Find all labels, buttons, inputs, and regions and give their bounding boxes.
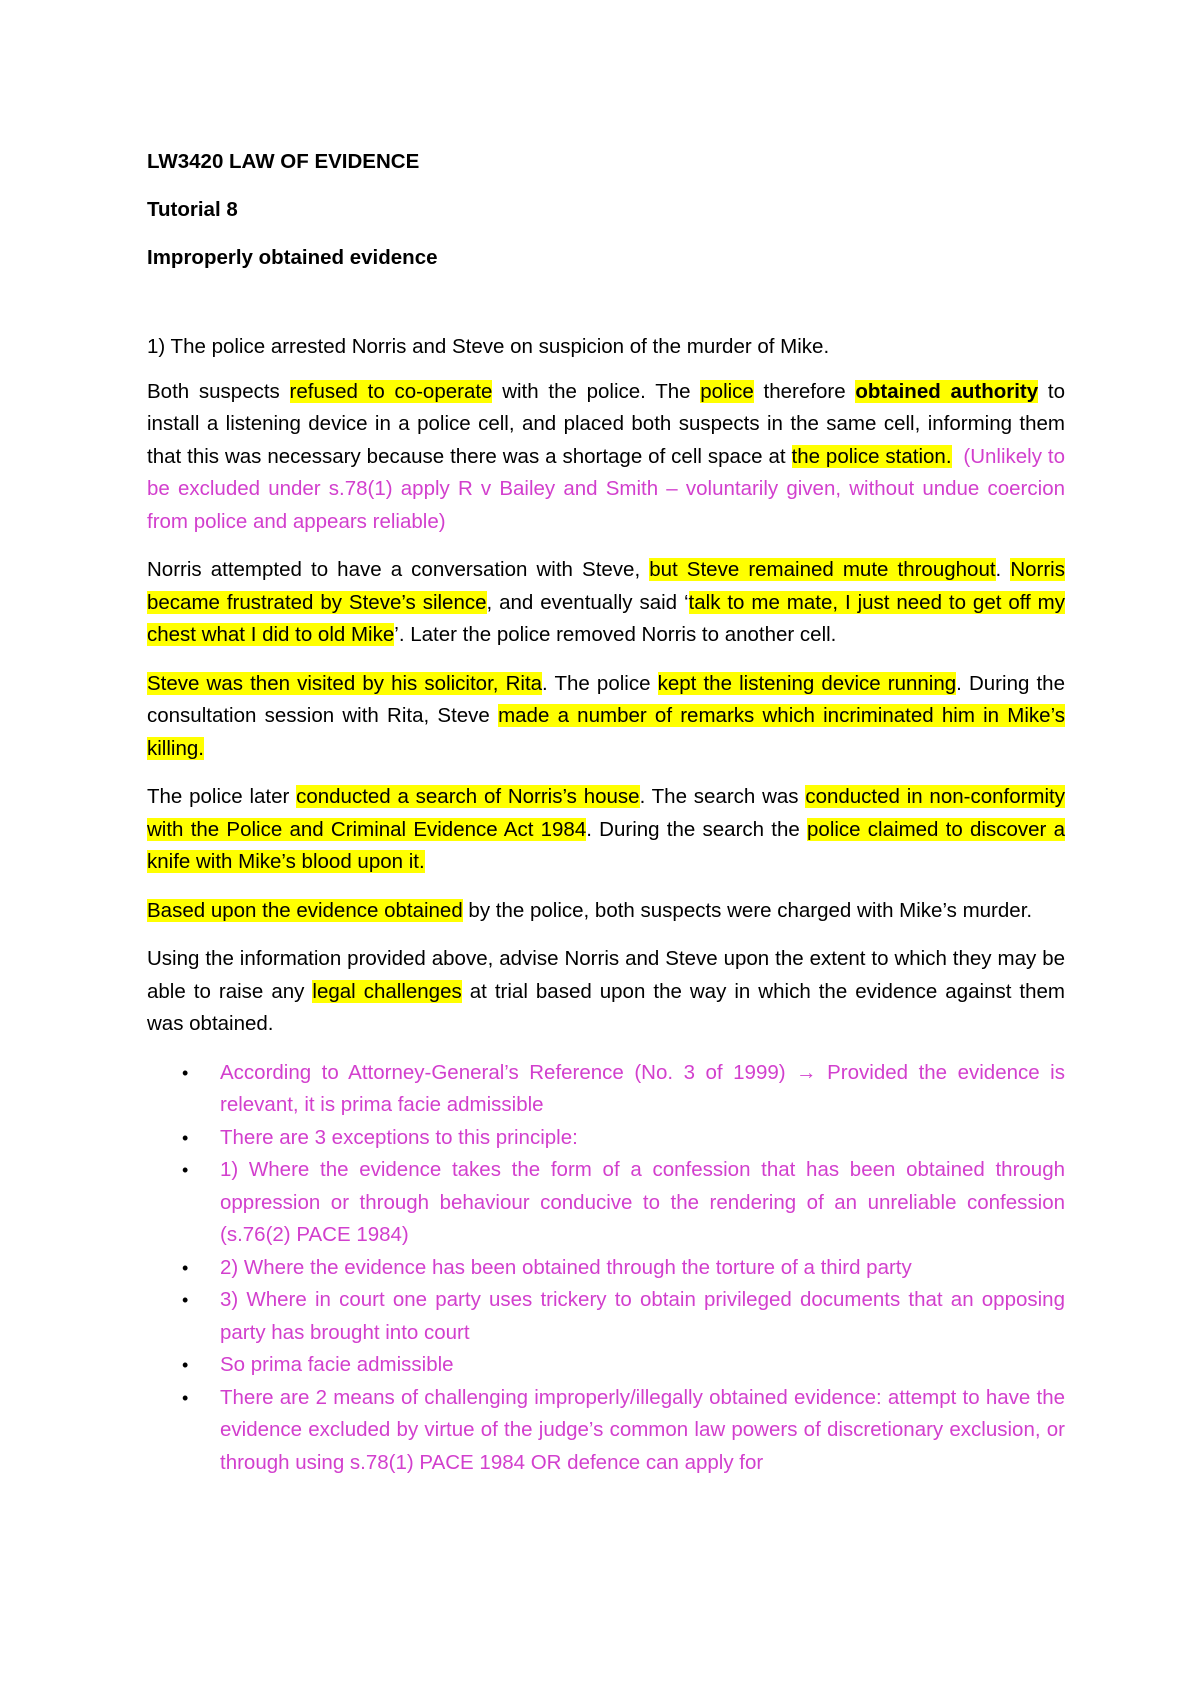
list-item — [147, 1057, 1065, 1122]
text-run: . During the search the — [586, 817, 808, 841]
list-item — [147, 1154, 1065, 1252]
text-run: ’. Later the police removed Norris to another cell. — [394, 623, 837, 646]
bullet-icon: • — [182, 1355, 189, 1375]
text-run: Both suspects — [147, 379, 290, 403]
bullet-icon: • — [182, 1160, 189, 1180]
document-body — [147, 146, 1065, 1479]
highlighted-text: conducted in non-conformity with the Police and Criminal Evidence Act 1984 — [147, 785, 1066, 841]
text-run: by the police, both suspects were charged with Mike’s murder. — [462, 898, 1033, 922]
course-title: LW3420 LAW OF EVIDENCE — [147, 150, 420, 173]
highlighted-text: but Steve remained mute throughout — [649, 558, 996, 581]
bullet-icon: • — [182, 1290, 189, 1310]
note-text: 1) Where the evidence takes the form of a confession that has been obtained through oppression or through behaviour conducive to the rendering of an unreliable confession (s.76(2) PACE 1984) — [220, 1158, 1065, 1246]
highlighted-text: refused to co-operate — [289, 379, 493, 403]
text-run: Norris attempted to have a conversation with Steve, — [147, 558, 650, 581]
highlighted-text: kept the listening device running — [657, 671, 957, 695]
list-item — [147, 1349, 1065, 1382]
question-paragraph-4 — [147, 781, 1065, 879]
list-item — [147, 1252, 1065, 1285]
bullet-icon: • — [182, 1387, 189, 1408]
text-run: at trial based upon the way in which the evidence against them was obtained. — [147, 979, 1065, 1035]
highlighted-text: Norris became frustrated by Steve’s silence — [147, 558, 1065, 614]
bullet-icon: • — [182, 1127, 189, 1148]
highlighted-text: Based upon the evidence obtained — [147, 898, 463, 922]
text-run: , and eventually said ‘ — [486, 590, 689, 614]
text-run: . — [995, 558, 1011, 581]
text-run: therefore — [753, 379, 856, 403]
tutorial-number: Tutorial 8 — [147, 198, 238, 221]
highlighted-text: talk to me mate, I just need to get off my chest what I did to old Mike — [147, 590, 1065, 646]
note-text: There are 3 exceptions to this principle: — [220, 1125, 578, 1149]
highlighted-text: police — [700, 379, 754, 403]
question-paragraph-1 — [147, 376, 1065, 539]
text-run: to install a listening device in a police cell, and placed both suspects in the same cell, informing them that this was necessary because there was a shortage of cell space at — [147, 379, 1065, 468]
question-paragraph-3 — [147, 668, 1065, 766]
text-run: with the police. The — [492, 379, 701, 403]
list-item — [147, 1382, 1065, 1480]
highlighted-text: obtained authority — [855, 379, 1039, 403]
highlighted-text: the police station. — [791, 444, 952, 468]
text-run: . During the consultation session with Rita, Steve — [147, 671, 1065, 727]
question-intro: 1) The police arrested Norris and Steve on suspicion of the murder of Mike. — [147, 335, 830, 358]
note-text: 3) Where in court one party uses trickery to obtain privileged documents that an opposing party has brought into court — [220, 1288, 1065, 1344]
highlighted-text: legal challenges — [312, 979, 462, 1003]
text-run: The police later — [147, 785, 297, 808]
note-text: There are 2 means of challenging improperly/illegally obtained evidence: attempt to have the evidence excluded by virtue of the judge’s common law powers of discretionary exclusion, or through using s.78(1) PACE 1984 OR defence can apply for — [220, 1385, 1065, 1474]
note-text: According to Attorney-General’s Reference (No. 3 of 1999) → Provided the evidence is relevant, it is prima facie admissible — [220, 1060, 1065, 1116]
list-item — [147, 1122, 1065, 1155]
tutorial-topic: Improperly obtained evidence — [147, 246, 438, 269]
note-text: 2) Where the evidence has been obtained through the torture of a third party — [220, 1255, 912, 1279]
bullet-icon: • — [182, 1257, 189, 1278]
annotation-note: (Unlikely to be excluded under s.78(1) apply R v Bailey and Smith – voluntarily given, without undue coercion from police and appears reliable) — [147, 444, 1066, 533]
note-text: So prima facie admissible — [220, 1353, 454, 1376]
highlighted-text: made a number of remarks which incriminated him in Mike’s killing. — [147, 704, 1066, 760]
list-item — [147, 1284, 1065, 1349]
question-paragraph-6 — [147, 943, 1065, 1041]
text-run: . The police — [542, 671, 658, 695]
highlighted-text: police claimed to discover a knife with Mike’s blood upon it. — [147, 817, 1065, 873]
highlighted-text: conducted a search of Norris’s house — [296, 785, 640, 808]
text-run: Using the information provided above, advise Norris and Steve upon the extent to which they may be able to raise any — [147, 947, 1065, 1003]
answer-notes-list — [147, 1057, 1065, 1480]
question-paragraph-5 — [147, 895, 1065, 928]
text-run: . The search was — [639, 785, 806, 808]
bullet-icon: • — [182, 1062, 189, 1083]
question-paragraph-2 — [147, 554, 1065, 652]
highlighted-text: Steve was then visited by his solicitor, Rita — [147, 671, 543, 695]
